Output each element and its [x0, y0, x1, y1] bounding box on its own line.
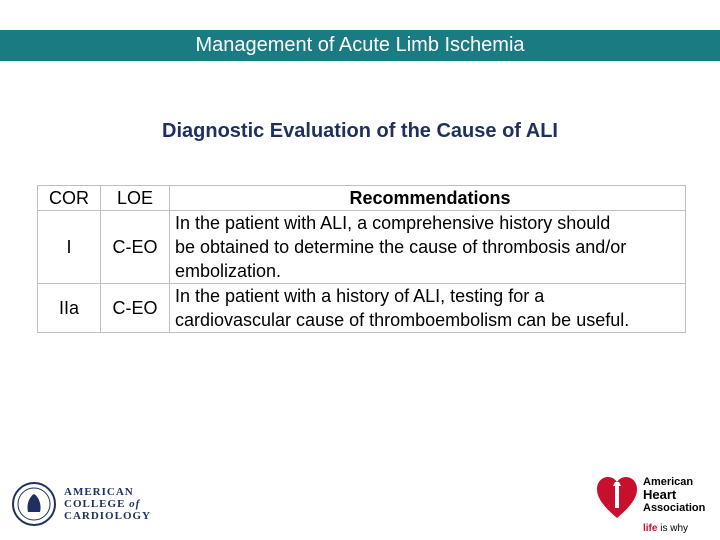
- header-cor: COR: [38, 186, 101, 210]
- aha-heart-torch-icon: [595, 472, 639, 522]
- acc-logo: [12, 482, 151, 526]
- row-loe: C-EO: [101, 211, 170, 283]
- rec-line: cardiovascular cause of thromboembolism can be useful.: [175, 310, 630, 330]
- aha-line3: Association: [643, 502, 706, 514]
- table-row: [38, 284, 685, 332]
- row-loe: C-EO: [101, 284, 170, 332]
- row-cor: I: [38, 211, 101, 283]
- rec-line: In the patient with ALI, a comprehensive history should: [175, 213, 611, 233]
- aha-tagline: life is why: [643, 523, 689, 534]
- acc-line3: CARDIOLOGY: [64, 510, 152, 522]
- rec-line: In the patient with a history of ALI, testing for a: [175, 286, 545, 306]
- acc-line2: COLLEGE of: [64, 498, 141, 510]
- aha-line2: Heart: [643, 487, 677, 502]
- table-header-row: [38, 186, 685, 211]
- section-subtitle: Diagnostic Evaluation of the Cause of ALI: [162, 120, 558, 142]
- row-cor: IIa: [38, 284, 101, 332]
- page-title: Management of Acute Limb Ischemia: [195, 34, 525, 56]
- acc-seal-icon: [12, 482, 56, 526]
- aha-logo: [595, 472, 715, 538]
- aha-wordmark: [643, 476, 705, 514]
- rec-line: be obtained to determine the cause of thrombosis and/or: [175, 237, 627, 257]
- header-recommendations: Recommendations: [349, 188, 511, 208]
- row-recommendation: [170, 284, 685, 332]
- recommendations-table: [37, 185, 686, 333]
- acc-wordmark: [64, 486, 151, 522]
- table-row: [38, 211, 685, 284]
- header-loe: LOE: [101, 186, 170, 210]
- rec-line: embolization.: [175, 261, 282, 281]
- aha-line1: American: [643, 476, 694, 488]
- row-recommendation: [170, 211, 685, 283]
- acc-line1: AMERICAN: [64, 486, 134, 498]
- title-banner: [0, 30, 720, 61]
